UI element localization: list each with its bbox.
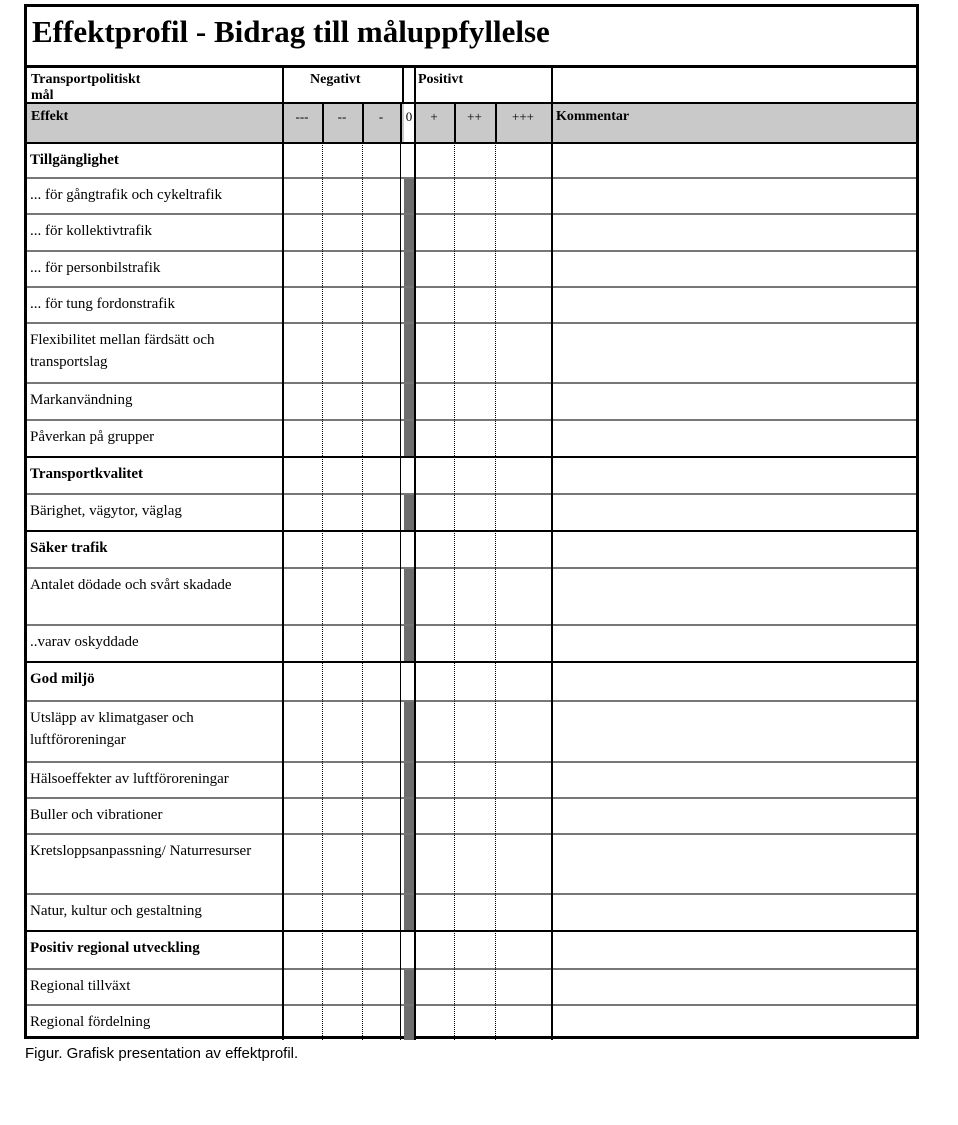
effect-row-label: Antalet dödade och svårt skadade (30, 577, 232, 593)
effect-row-label: Hälsoeffekter av luftföroreningar (30, 771, 229, 787)
scale-divider (400, 103, 402, 143)
scale-divider (454, 103, 456, 143)
positive-header-label: Positivt (418, 72, 464, 87)
header-divider (27, 102, 916, 104)
effect-row-label: ... för kollektivtrafik (30, 223, 153, 239)
zero-header-left-border (402, 68, 404, 103)
row-divider (27, 493, 916, 495)
scale-symbol: + (430, 109, 438, 124)
header-bottom-line (27, 142, 916, 144)
section-heading: Transportkvalitet (30, 466, 144, 482)
scale-column-dotted-line (362, 143, 363, 1040)
effect-row-label: Regional fördelning (30, 1014, 151, 1030)
effect-row-label: Flexibilitet mellan färdsätt och transportslag (30, 332, 215, 370)
scale-divider (495, 103, 497, 143)
row-divider (27, 382, 916, 384)
row-divider (27, 968, 916, 970)
zero-column-cell (404, 625, 414, 662)
zero-column-cell (404, 894, 414, 931)
zero-column-cell (404, 420, 414, 457)
section-heading: Tillgänglighet (30, 152, 119, 168)
negative-header-label: Negativt (310, 72, 361, 87)
row-divider (27, 833, 916, 835)
effect-row-label: ... för tung fordonstrafik (30, 296, 175, 312)
row-divider (27, 322, 916, 324)
row-divider (27, 797, 916, 799)
effect-row-label: ..varav oskyddade (30, 634, 139, 650)
goal-header-label: Transportpolitiskt mål (31, 72, 141, 103)
effect-row-label: Buller och vibrationer (30, 807, 163, 823)
effect-row-label: Markanvändning (30, 392, 133, 408)
scale-symbol: - (378, 109, 384, 124)
scale-column-line (400, 143, 401, 1040)
scale-divider (322, 103, 324, 143)
scale-column-dotted-line (454, 143, 455, 1040)
row-divider (27, 177, 916, 179)
scale-symbol: ++ (467, 109, 482, 124)
zero-column-cell (404, 214, 414, 251)
row-divider (27, 286, 916, 288)
zero-column-cell (404, 701, 414, 762)
row-divider (27, 250, 916, 252)
scale-column-dotted-line (322, 143, 323, 1040)
effect-profile-form (24, 4, 919, 1039)
scale-symbol: -- (337, 109, 347, 124)
row-divider (27, 624, 916, 626)
row-divider (27, 530, 916, 532)
row-divider (27, 661, 916, 663)
section-heading: Säker trafik (30, 540, 108, 556)
zero-column-cell (404, 834, 414, 894)
zero-column-cell (404, 762, 414, 798)
row-divider (27, 213, 916, 215)
zero-column-cell (404, 178, 414, 214)
row-divider (27, 1004, 916, 1006)
scale-symbol: --- (295, 109, 309, 124)
effect-row-label: Bärighet, vägytor, väglag (30, 503, 182, 519)
effect-header-label: Effekt (31, 109, 69, 124)
zero-column-right-border (414, 103, 416, 1040)
scale-symbol: +++ (512, 109, 534, 124)
effect-row-label: ... för gångtrafik och cykeltrafik (30, 187, 223, 203)
zero-column-cell (404, 568, 414, 625)
zero-column-cell (404, 457, 414, 494)
scale-symbol: 0 (405, 109, 413, 124)
row-divider (27, 700, 916, 702)
figure-caption: Figur. Grafisk presentation av effektprofil. (25, 1045, 299, 1062)
zero-header-right-border (414, 68, 416, 103)
section-heading: God miljö (30, 671, 95, 687)
comment-column-border (551, 68, 553, 1040)
zero-column-cell (404, 287, 414, 323)
row-divider (27, 893, 916, 895)
zero-column-cell (404, 1005, 414, 1040)
zero-column-cell (404, 251, 414, 287)
comment-header-label: Kommentar (556, 109, 630, 124)
effect-row-label: Utsläpp av klimatgaser och luftföroreningar (30, 710, 194, 748)
zero-column-cell (404, 662, 414, 701)
zero-column-cell (404, 323, 414, 383)
zero-column-cell (404, 494, 414, 531)
effect-row-label: Påverkan på grupper (30, 429, 155, 445)
zero-column-cell (404, 969, 414, 1005)
scale-column-dotted-line (495, 143, 496, 1040)
row-divider (27, 761, 916, 763)
effect-row-label: ... för personbilstrafik (30, 260, 161, 276)
effect-row-label: Regional tillväxt (30, 978, 131, 994)
effect-row-label: Natur, kultur och gestaltning (30, 903, 202, 919)
effect-row-label: Kretsloppsanpassning/ Naturresurser (30, 843, 252, 859)
label-column-border (282, 68, 284, 1040)
form-title: Effektprofil - Bidrag till måluppfyllelse (27, 7, 916, 68)
row-divider (27, 456, 916, 458)
row-divider (27, 930, 916, 932)
scale-divider (362, 103, 364, 143)
zero-column-cell (404, 931, 414, 969)
row-divider (27, 419, 916, 421)
section-heading: Positiv regional utveckling (30, 940, 200, 956)
zero-column-cell (404, 383, 414, 420)
zero-column-cell (404, 798, 414, 834)
zero-column-cell (404, 143, 414, 178)
zero-column-cell (404, 531, 414, 568)
row-divider (27, 567, 916, 569)
